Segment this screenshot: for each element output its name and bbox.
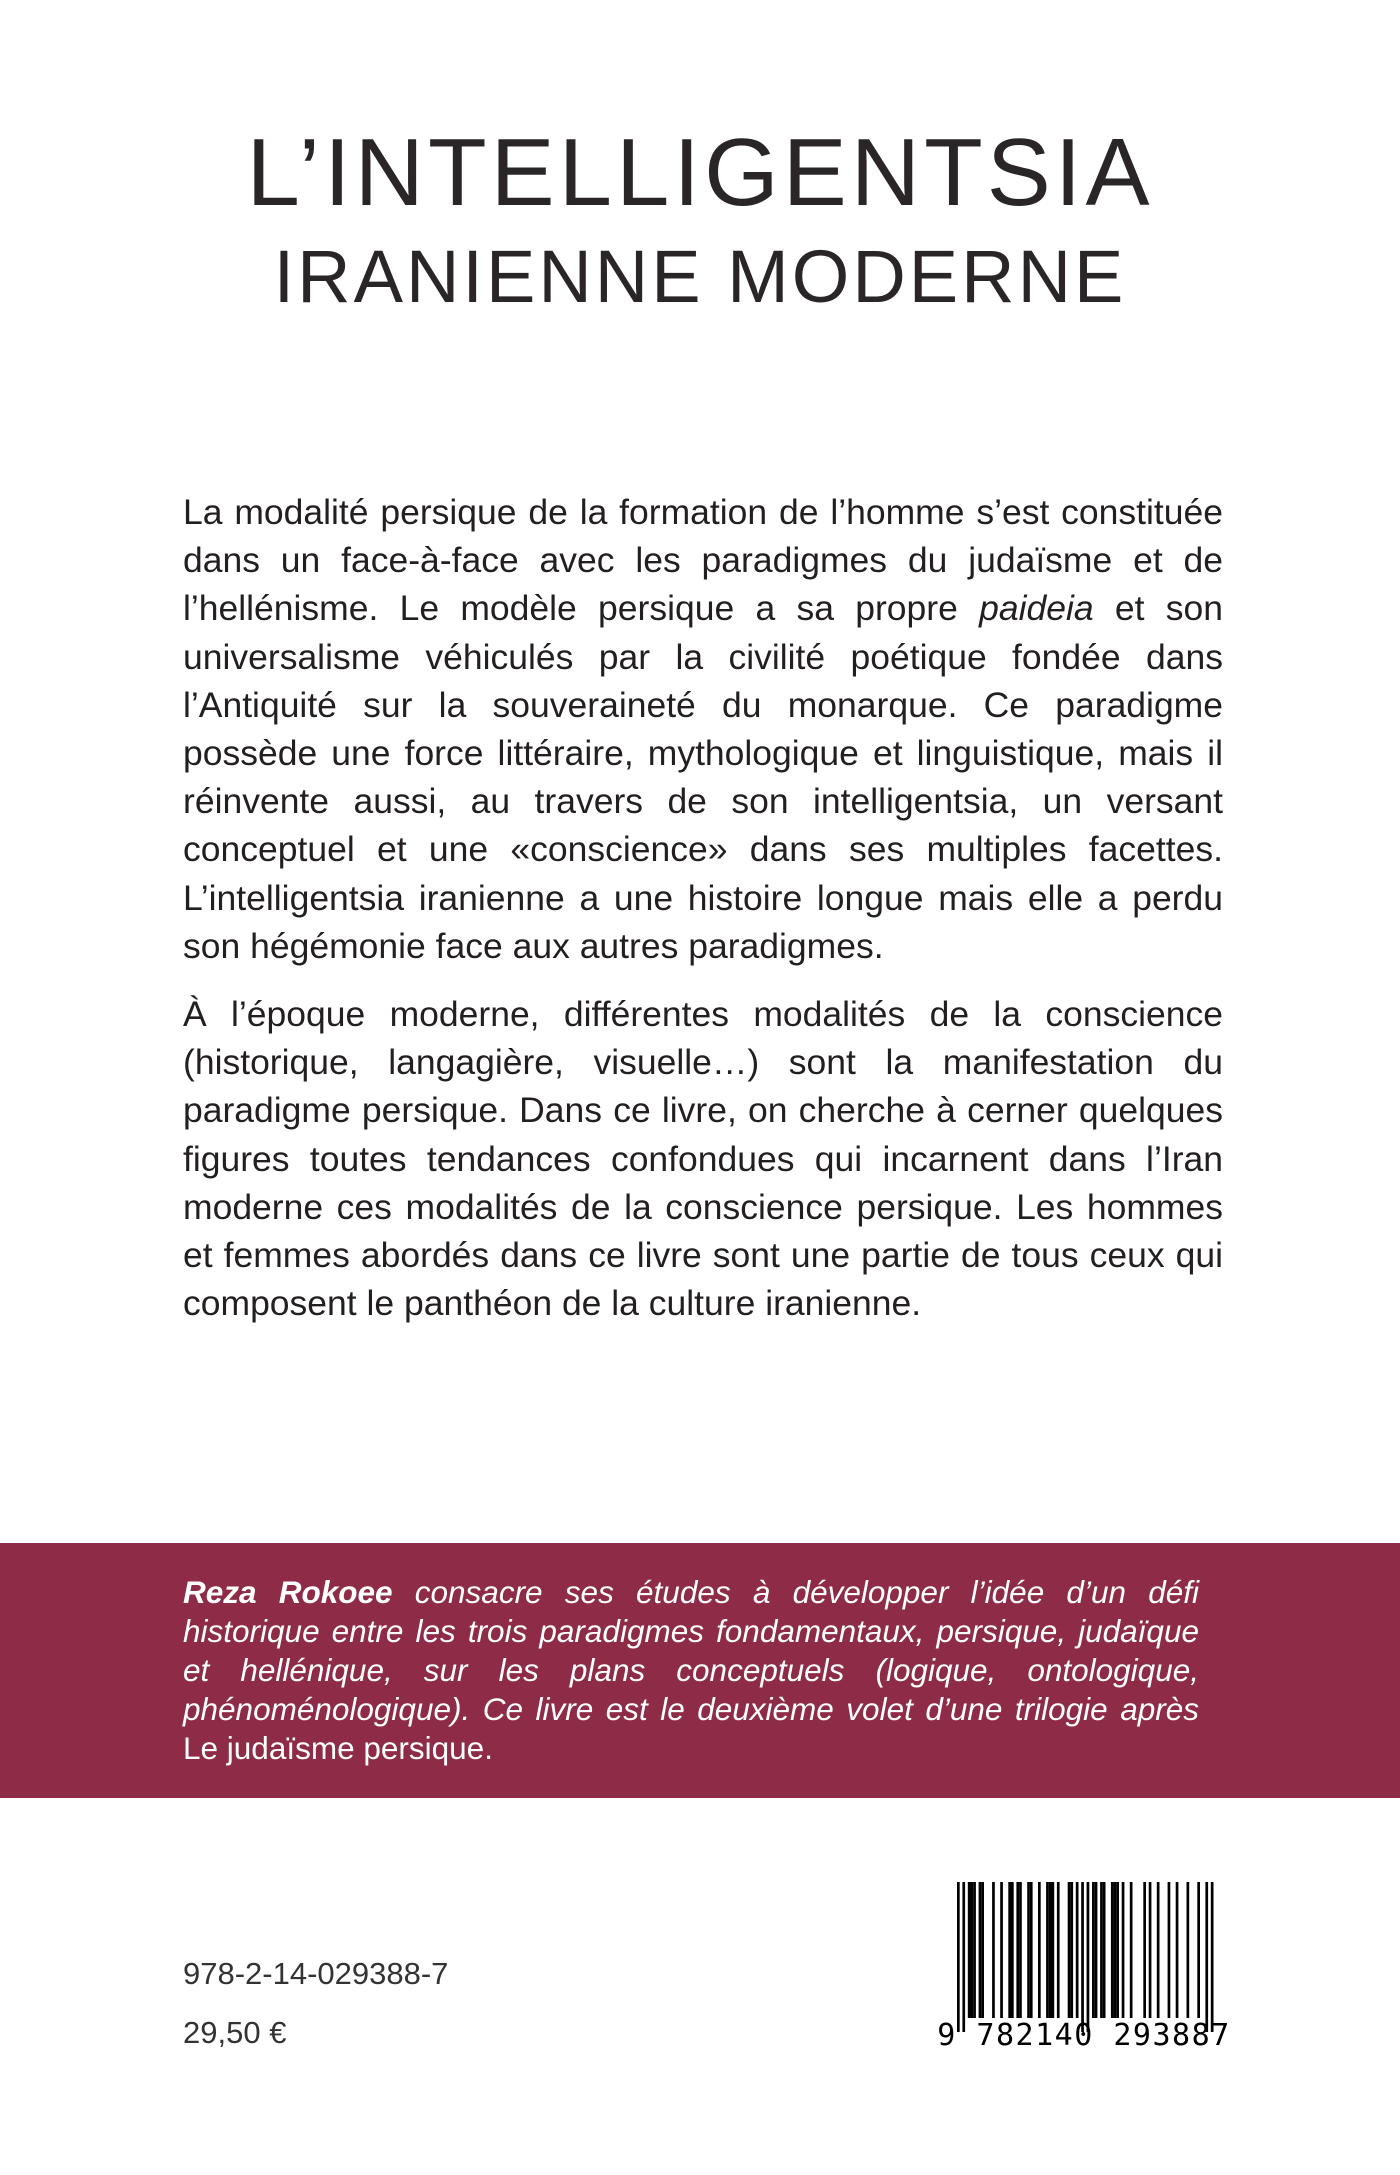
barcode-bar	[992, 1882, 995, 2018]
barcode-bar	[1068, 1882, 1071, 2018]
barcode-bar	[1149, 1882, 1152, 2018]
blurb-p1-end: et son universalisme véhiculés par la civilité poétique fondée dans l’Antiquité sur la souveraineté du monarque. Ce paradigme possède une force littéraire, mythologique et linguistique, mais il réinvente aussi, au travers de son intelligentsia, un versant conceptuel et une «conscience» dans ses multiples facettes. L’intelligentsia iranienne a une histoire longue mais elle a perdu son hégémonie face aux autres paradigmes.	[183, 588, 1223, 966]
barcode-bar	[1081, 1882, 1084, 2032]
barcode-bar	[1114, 1882, 1117, 2018]
barcode-bar	[1046, 1882, 1049, 2018]
barcode-bar	[1049, 1882, 1052, 2018]
barcode-bar	[1095, 1882, 1098, 2018]
barcode-bar	[979, 1882, 982, 2018]
barcode-bar	[1197, 1882, 1200, 2018]
barcode-bar	[973, 1882, 976, 2018]
barcode-bar	[1092, 1882, 1095, 2018]
barcode-bar	[1027, 1882, 1030, 2018]
price-text: 29,50 €	[183, 2015, 287, 2050]
barcode-bar	[1143, 1882, 1146, 2018]
barcode-bar	[971, 1882, 974, 2018]
barcode-bar	[1176, 1882, 1179, 2018]
barcode-bar	[1122, 1882, 1125, 2018]
isbn-text: 978-2-14-029388-7	[183, 1956, 449, 1991]
back-cover-blurb	[183, 488, 1223, 1347]
barcode-bar	[1000, 1882, 1003, 2018]
author-name: Reza Rokoee	[183, 1574, 393, 1610]
barcode-bar	[1057, 1882, 1060, 2018]
barcode-bar	[1087, 1882, 1090, 2032]
barcode-bar	[1111, 1882, 1114, 2018]
barcode-bars	[933, 1882, 1235, 2034]
book-title	[0, 118, 1400, 322]
barcode-bar	[1070, 1882, 1073, 2018]
barcode-digits: 9 782140 293887	[937, 2018, 1231, 2053]
barcode-bar	[1168, 1882, 1171, 2018]
barcode-bar	[1019, 1882, 1022, 2018]
barcode-bar	[968, 1882, 971, 2018]
barcode-bar	[1052, 1882, 1055, 2018]
barcode-bar	[1038, 1882, 1041, 2018]
barcode-bar	[1130, 1882, 1133, 2018]
barcode-bar	[1187, 1882, 1190, 2018]
barcode-bar	[1116, 1882, 1119, 2018]
title-line-2: IRANIENNE MODERNE	[273, 235, 1127, 318]
blurb-p1-italic: paideia	[979, 588, 1094, 629]
barcode-bar	[1008, 1882, 1011, 2018]
barcode-bar	[1016, 1882, 1019, 2018]
blurb-p1-start: La modalité persique de la formation de l’homme s’est constituée dans un face-à-face avec les paradigmes du judaïsme et de l’hellénisme. Le modèle persique a sa propre	[183, 492, 1223, 629]
barcode-bar	[1011, 1882, 1014, 2018]
barcode-bar	[1103, 1882, 1106, 2018]
title-line-1: L’INTELLIGENTSIA	[246, 119, 1154, 226]
barcode-bar	[957, 1882, 960, 2032]
barcode-bar	[962, 1882, 965, 2032]
author-bio-text	[183, 1573, 1199, 1768]
blurb-paragraph-2: À l’époque moderne, différentes modalités de la conscience (historique, langagière, visuelle…) sont la manifestation du paradigme persique. Dans ce livre, on cherche à cerner quelques figures toutes tendances confondues qui incarnent dans l’Iran moderne ces modalités de la conscience persique. Les hommes et femmes abordés dans ce livre sont une partie de tous ceux qui composent le panthéon de la culture iranienne.	[183, 994, 1223, 1324]
barcode-bar	[1211, 1882, 1214, 2032]
barcode-bar	[1030, 1882, 1033, 2018]
author-bio-body: consacre ses études à développer l’idée d’un défi historique entre les trois paradigmes fondamentaux, persique, judaïque et hellénique, sur les plans conceptuels (logique, ontologique, phénoménologique). Ce livre est le deuxième volet d’une trilogie après	[183, 1574, 1199, 1727]
author-bio-band	[0, 1543, 1400, 1798]
barcode	[933, 1882, 1235, 2064]
barcode-bar	[1157, 1882, 1160, 2018]
previous-book-title: Le judaïsme persique	[183, 1730, 485, 1766]
barcode-bar	[1205, 1882, 1208, 2032]
author-bio-end: .	[484, 1730, 493, 1766]
barcode-bar	[1076, 1882, 1079, 2018]
barcode-bar	[1100, 1882, 1103, 2018]
blurb-paragraph-1	[183, 488, 1223, 970]
barcode-bar	[981, 1882, 984, 2018]
